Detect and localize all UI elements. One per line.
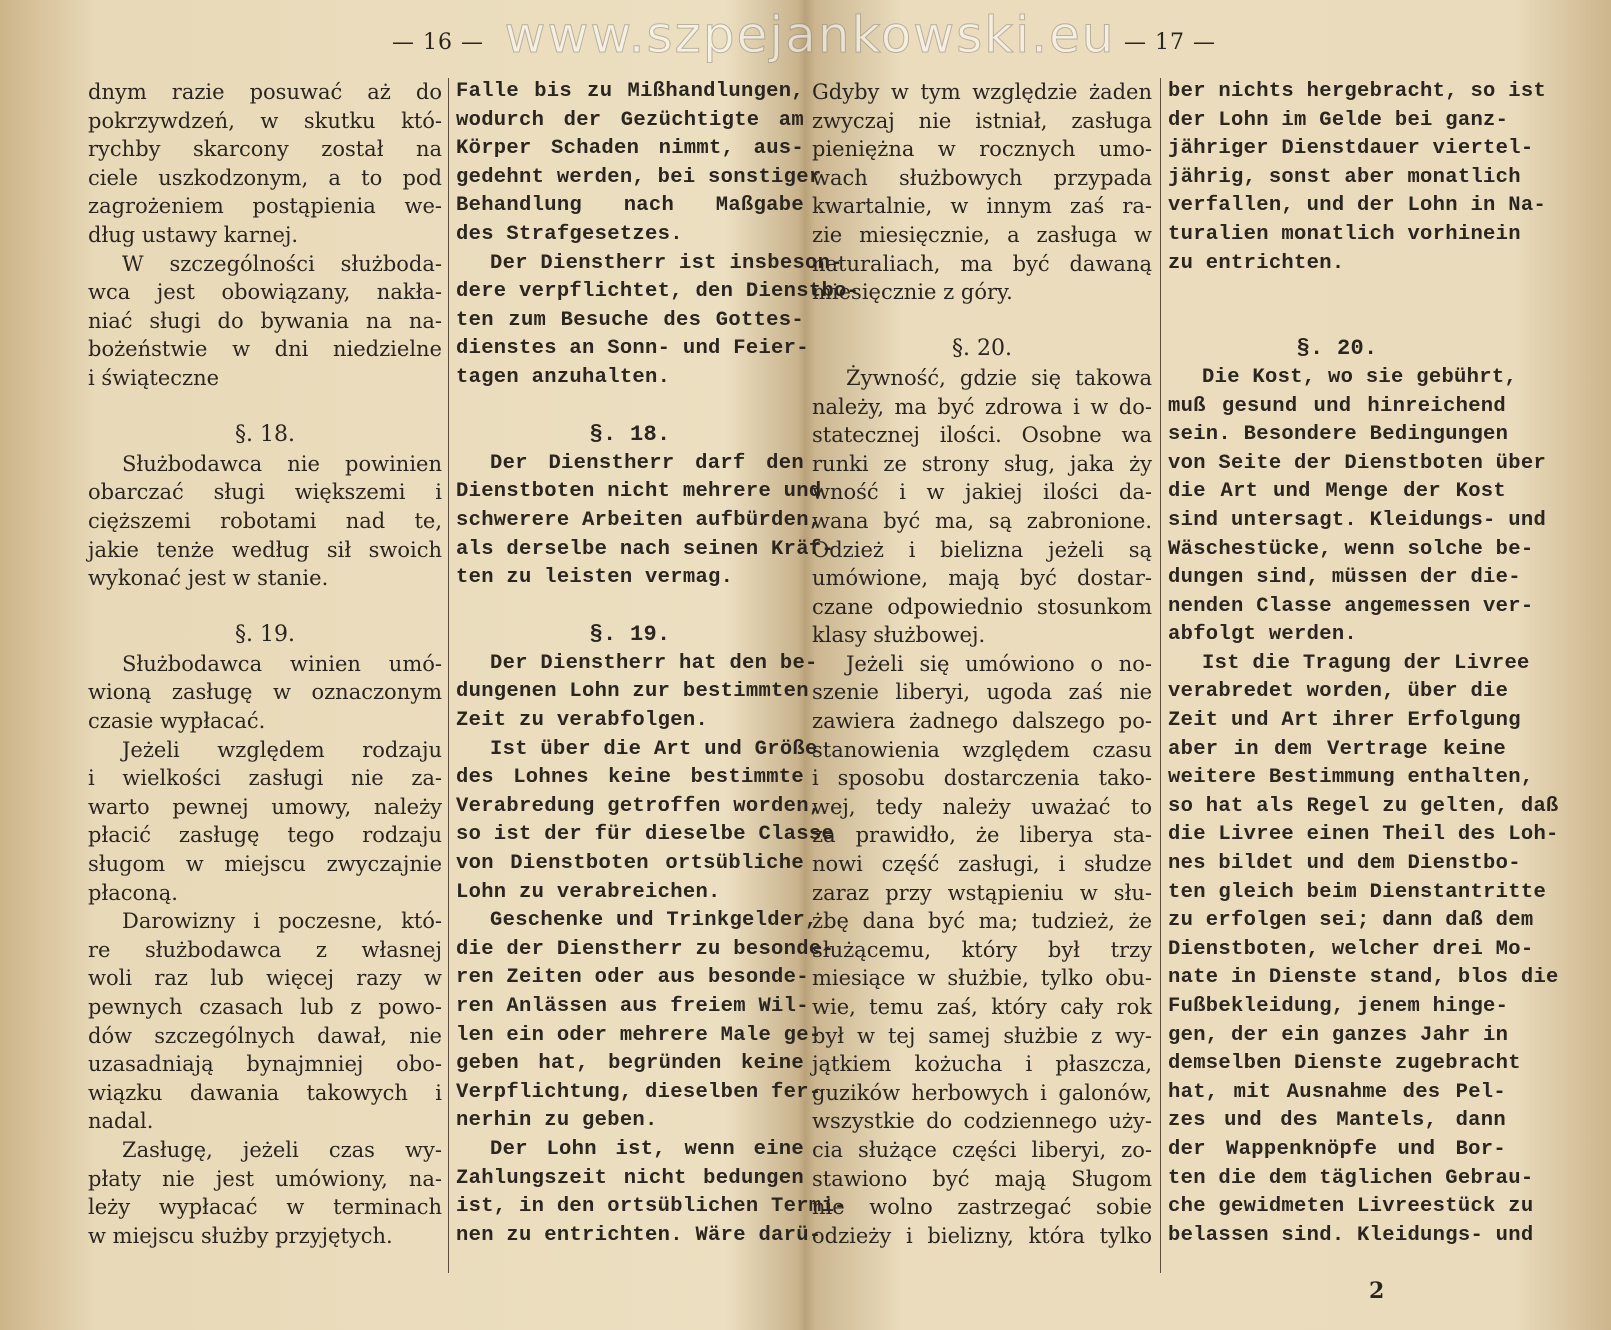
text-line: leży wypłacać w terminach — [88, 1195, 442, 1220]
page-number: — 17 — — [1124, 30, 1216, 55]
text-line: i sposobu dostarczenia tako- — [812, 766, 1152, 791]
text-line: turalien monatlich vorhinein — [1168, 222, 1521, 246]
text-line: rychby skarcony został na — [88, 137, 442, 162]
text-line: Die Kost, wo sie gebührt, — [1202, 365, 1518, 389]
text-line: weitere Bestimmung enthalten, — [1168, 766, 1534, 790]
text-line: Behandlung nach Maßgabe — [456, 194, 804, 218]
text-line: die der Dienstherr zu besonde- — [456, 937, 835, 961]
text-line: i wielkości zasługi nie za- — [88, 766, 442, 791]
text-line: demselben Dienste zugebracht — [1168, 1052, 1521, 1076]
text-line: ber nichts hergebracht, so ist — [1168, 80, 1547, 103]
text-line: cięższemi robotami nad te, — [88, 508, 442, 533]
section-heading: §. 18. — [235, 422, 295, 448]
text-line: płaty nie jest umówiony, na- — [88, 1166, 442, 1191]
text-line: che gewidmeten Livreestück zu — [1168, 1195, 1534, 1219]
text-line: aber in dem Vertrage keine — [1168, 737, 1506, 761]
text-line: Der Lohn ist, wenn eine — [490, 1137, 804, 1161]
text-line: Służbodawca winien umó- — [122, 651, 442, 676]
spacer — [456, 593, 804, 622]
text-line: Verpflichtung, dieselben fer- — [456, 1080, 822, 1104]
text-line: umówione, mają być dostar- — [812, 566, 1152, 591]
text-line: Ist die Tragung der Livree — [1202, 651, 1530, 675]
text-line: wana być ma, są zabronione. — [812, 508, 1152, 533]
text-line: sługom w miejscu zwyczajnie — [88, 852, 442, 877]
text-line: w miejscu służby przyjętych. — [88, 1223, 393, 1248]
text-line: cia służące części liberyi, zo- — [812, 1137, 1152, 1162]
text-line: dungenen Lohn zur bestimmten — [456, 680, 809, 704]
text-line: gedehnt werden, bei sonstiger — [456, 165, 822, 189]
spacer — [1168, 278, 1506, 307]
text-line: dungen sind, müssen der die- — [1168, 566, 1521, 590]
text-line: pewnych czasach lub z powo- — [88, 995, 442, 1019]
text-line: Zasługę, jeżeli czas wy- — [122, 1137, 442, 1162]
text-line: dienstes an Sonn- und Feier- — [456, 337, 809, 361]
text-line: belassen sind. Kleidungs- und — [1168, 1223, 1534, 1247]
text-line: guzików herbowych i galonów, — [812, 1080, 1152, 1105]
section-heading: §. 19. — [235, 622, 295, 648]
text-line: sein. Besondere Bedingungen — [1168, 423, 1509, 447]
text-line: uzasadniają bynajmniej obo- — [88, 1052, 442, 1077]
text-line: zu entrichten. — [1168, 251, 1345, 275]
text-line: ten zu leisten vermag. — [456, 566, 734, 590]
text-line: schwerere Arbeiten aufbürden, — [456, 508, 822, 532]
section-heading: §. 19. — [589, 622, 671, 648]
text-line: ten zum Besuche des Gottes- — [456, 308, 804, 332]
text-line: miesiące w służbie, tylko obu- — [812, 966, 1152, 991]
text-line: Zeit zu verabfolgen. — [456, 709, 709, 733]
text-line: so ist der für dieselbe Classe — [456, 823, 835, 847]
text-line: len ein oder mehrere Male ge- — [456, 1023, 822, 1047]
text-line: Gdyby w tym względzie żaden — [812, 80, 1152, 104]
text-line: obarczać sługi większemi i — [88, 480, 442, 505]
text-line: Geschenke und Trinkgelder, — [490, 909, 818, 933]
text-line: des Lohnes keine bestimmte — [456, 766, 804, 790]
text-line: nowi część zasługi, i słudze — [812, 852, 1152, 877]
text-line: als derselbe nach seinen Kräf- — [456, 537, 835, 561]
text-line: wioną zasługę w oznaczonym — [88, 680, 442, 705]
text-line: szenie liberyi, ugoda zaś nie — [812, 680, 1152, 705]
text-line: odzieży i bielizny, która tylko — [812, 1223, 1152, 1248]
text-line: wodurch der Gezüchtigte am — [456, 108, 804, 132]
text-line: statecznej ilości. Osobne wa — [812, 423, 1152, 448]
text-line: Lohn zu verabreichen. — [456, 880, 721, 904]
text-line: die Livree einen Theil des Loh- — [1168, 823, 1559, 847]
text-line: zes und des Mantels, dann — [1168, 1109, 1506, 1133]
text-line: Fußbekleidung, jenem hinge- — [1168, 995, 1509, 1018]
text-line: zagrożeniem postąpienia we- — [88, 194, 442, 219]
text-line: ist, in den ortsüblichen Termi- — [456, 1195, 847, 1219]
text-line: Verabredung getroffen worden, — [456, 794, 822, 818]
text-line: miesięcznie z góry. — [812, 280, 1013, 305]
text-line: so hat als Regel zu gelten, daß — [1168, 794, 1559, 818]
text-line: zie miesięcznie, a zasługa w — [812, 222, 1152, 247]
text-line: niać sługi do bywania na na- — [88, 308, 442, 333]
text-line: Körper Schaden nimmt, aus- — [456, 137, 804, 161]
text-line: czasie wypłacać. — [88, 709, 266, 734]
section-heading: §. 20. — [1296, 336, 1378, 362]
text-line: warto pewnej umowy, należy — [88, 794, 442, 819]
text-line: woli raz lub więcej razy w — [88, 966, 442, 991]
page-number: — 16 — — [392, 30, 484, 55]
section-heading: §. 20. — [952, 336, 1012, 362]
text-line: ten gleich beim Dienstantritte — [1168, 880, 1547, 904]
text-line: nie wolno zastrzegać sobie — [812, 1195, 1152, 1220]
text-line: zwyczaj nie istniał, zasługa — [812, 108, 1152, 133]
column-divider — [1160, 78, 1161, 1273]
text-line: Ist über die Art und Größe — [490, 737, 818, 761]
text-line: czane odpowiednio stosunkom — [812, 594, 1152, 619]
text-line: żbę dana być ma; tudzież, że — [812, 909, 1152, 934]
text-line: jakie tenże według sił swoich — [88, 537, 442, 562]
signature-mark: 2 — [1369, 1278, 1385, 1304]
text-line: nenden Classe angemessen ver- — [1168, 594, 1534, 618]
text-line: Der Dienstherr darf den — [490, 451, 804, 475]
text-line: Odzież i bielizna jeżeli są — [812, 537, 1152, 562]
text-line: Der Dienstherr hat den be- — [490, 651, 818, 675]
text-line: zu erfolgen sei; dann daß dem — [1168, 909, 1534, 933]
text-line: geben hat, begründen keine — [456, 1052, 804, 1076]
text-line: stanowienia względem czasu — [812, 737, 1152, 762]
text-line: klasy służbowej. — [812, 623, 986, 648]
text-line: wykonać jest w stanie. — [88, 566, 329, 591]
text-line: jähriger Dienstdauer viertel- — [1168, 137, 1534, 161]
text-line: verabredet worden, über die — [1168, 680, 1509, 704]
text-line: der Lohn im Gelde bei ganz- — [1168, 108, 1509, 132]
column-divider — [448, 78, 449, 1273]
text-line: dług ustawy karnej. — [88, 222, 299, 247]
text-line: abfolgt werden. — [1168, 623, 1358, 647]
text-line: nes bildet und dem Dienstbo- — [1168, 852, 1521, 876]
text-line: W szczególności służbodа- — [122, 251, 442, 276]
text-line: Zeit und Art ihrer Erfolgung — [1168, 709, 1521, 733]
text-line: dów szczególnych dawał, nie — [88, 1023, 442, 1048]
text-line: von Seite der Dienstboten über — [1168, 451, 1547, 475]
text-line: sind untersagt. Kleidungs- und — [1168, 508, 1547, 532]
spacer — [1168, 307, 1506, 336]
german-column — [1168, 78, 1559, 1250]
text-line: hat, mit Ausnahme des Pel- — [1168, 1080, 1506, 1104]
text-line: służącemu, który był trzy — [812, 937, 1152, 962]
text-line: stawiono być mają Sługom — [812, 1166, 1152, 1191]
text-line: von Dienstboten ortsübliche — [456, 852, 804, 876]
text-line: dere verpflichtet, den Dienstbo- — [456, 280, 860, 304]
text-line: gen, der ein ganzes Jahr in — [1168, 1023, 1509, 1047]
text-line: był w tej samej służbie z wy- — [812, 1023, 1152, 1048]
spacer — [88, 393, 442, 422]
text-line: ten die dem täglichen Gebrau- — [1168, 1166, 1534, 1190]
watermark: www.szpejankowski.eu — [504, 6, 1116, 64]
spacer — [88, 593, 442, 622]
text-line: runki ze strony sług, jaka ży — [812, 451, 1152, 476]
text-line: wiązku dawania takowych i — [88, 1080, 442, 1105]
text-line: jährig, sonst aber monatlich — [1168, 165, 1521, 189]
text-line: i świąteczne — [88, 365, 220, 390]
text-line: wność i w jakiej ilości da- — [812, 480, 1152, 505]
text-line: re służbodawca z własnej — [88, 937, 442, 962]
text-line: Zahlungszeit nicht bedungen — [456, 1166, 804, 1190]
text-line: należy, ma być zdrowa i w do- — [812, 394, 1152, 419]
text-line: nadal. — [88, 1109, 154, 1134]
german-column — [456, 78, 860, 1250]
text-line: pieniężna w rocznych umo- — [812, 137, 1152, 162]
text-line: Jeżeli się umówiono o no- — [846, 651, 1152, 676]
spacer — [456, 393, 804, 422]
text-line: Der Dienstherr ist insbeson- — [490, 251, 843, 275]
text-line: des Strafgesetzes. — [456, 222, 683, 246]
text-line: za prawidło, że liberya sta- — [812, 823, 1152, 848]
section-heading: §. 18. — [589, 422, 671, 448]
text-line: ren Zeiten oder aus besonde- — [456, 966, 809, 990]
spacer — [812, 307, 1152, 336]
text-line: nen zu entrichten. Wäre darü- — [456, 1223, 822, 1247]
polish-column — [812, 78, 1152, 1250]
text-line: zaraz przy wstąpieniu w słu- — [812, 880, 1152, 905]
text-line: Dienstboten nicht mehrere und — [456, 480, 822, 504]
text-line: dnym razie posuwać aż do — [88, 80, 442, 104]
text-line: naturaliach, ma być dawaną — [812, 251, 1152, 276]
text-line: Służbodawca nie powinien — [122, 451, 442, 476]
text-line: der Wappenknöpfe und Bor- — [1168, 1137, 1506, 1161]
text-line: die Art und Menge der Kost — [1168, 480, 1506, 504]
text-line: ciele uszkodzonym, a to pod — [88, 165, 442, 190]
text-line: Darowizny i poczesne, któ- — [122, 909, 442, 934]
text-line: bożeństwie w dni niedzielne — [88, 337, 442, 362]
text-line: wej, tedy należy uważać to — [812, 794, 1152, 819]
text-line: wie, temu zaś, który cały rok — [812, 995, 1152, 1019]
text-line: Żywność, gdzie się takowa — [846, 365, 1152, 390]
text-line: Wäschestücke, wenn solche be- — [1168, 537, 1534, 561]
right-page — [812, 0, 1611, 1330]
text-line: płacić zasługę tego rodzaju — [88, 823, 442, 848]
text-line: Jeżeli względem rodzaju — [122, 737, 442, 762]
text-line: ren Anlässen aus freiem Wil- — [456, 995, 809, 1018]
text-line: muß gesund und hinreichend — [1168, 394, 1506, 418]
text-line: nerhin zu geben. — [456, 1109, 658, 1133]
text-line: kwartalnie, w innym zaś ra- — [812, 194, 1152, 219]
text-line: płaconą. — [88, 880, 178, 905]
text-line: pokrzywdzeń, w skutku któ- — [88, 108, 442, 133]
text-line: wca jest obowiązany, nakła- — [88, 280, 442, 305]
text-line: wach służbowych przypada — [812, 165, 1152, 190]
text-line: tagen anzuhalten. — [456, 365, 671, 389]
text-line: wszystkie do codziennego uży- — [812, 1109, 1152, 1134]
polish-column — [88, 78, 442, 1250]
text-line: Falle bis zu Mißhandlungen, — [456, 80, 804, 103]
text-line: zawiera żadnego dalszego po- — [812, 709, 1152, 734]
text-line: Dienstboten, welcher drei Mo- — [1168, 937, 1534, 961]
text-line: verfallen, und der Lohn in Na- — [1168, 194, 1547, 218]
text-line: nate in Dienste stand, blos die — [1168, 966, 1559, 990]
text-line: jątkiem kożucha i płaszcza, — [812, 1052, 1152, 1077]
